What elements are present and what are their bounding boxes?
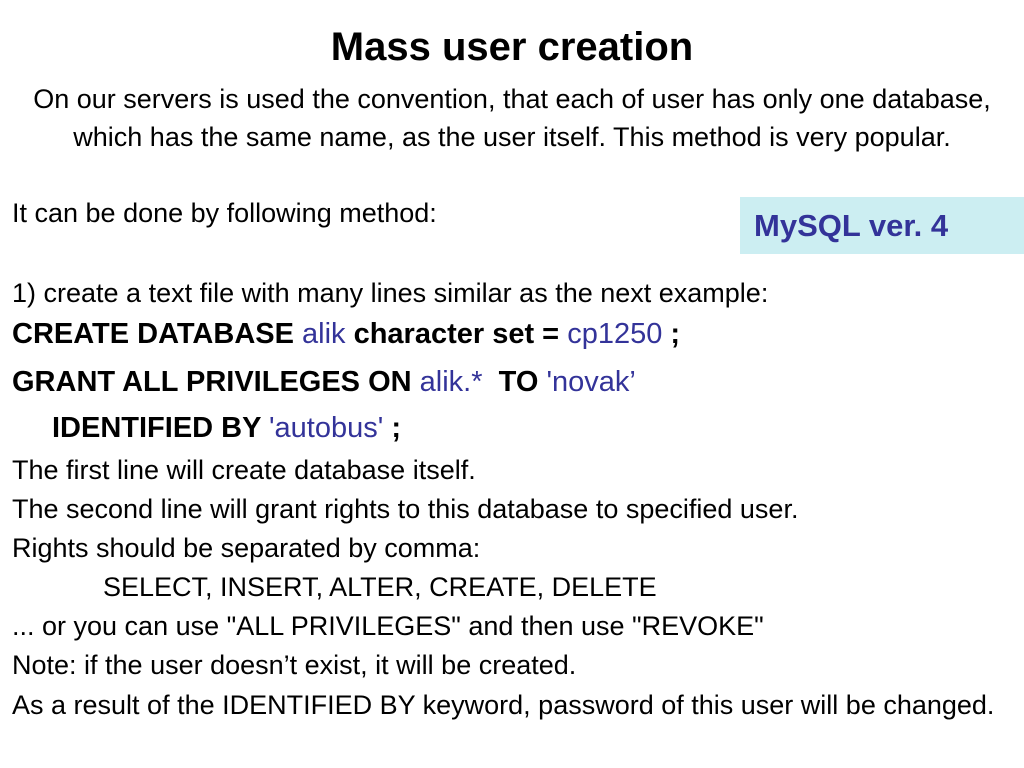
method-line: It can be done by following method:: [12, 198, 437, 228]
step-1-line: 1) create a text file with many lines similar as the next example:: [12, 278, 769, 308]
code-terminator: ;: [383, 412, 401, 444]
code-password: 'autobus': [269, 412, 384, 444]
version-badge: MySQL ver. 4: [740, 197, 1024, 254]
result-paragraph: As a result of the IDENTIFIED BY keyword, password of this user will be changed.: [12, 690, 995, 720]
code-keyword: CREATE DATABASE: [12, 318, 302, 350]
code-line-identified-by: [52, 406, 401, 450]
code-charset-value: cp1250: [567, 318, 663, 350]
code-keyword: TO: [482, 366, 547, 398]
note-line: The second line will grant rights to this database to specified user.: [12, 494, 799, 524]
slide-title: Mass user creation: [330, 25, 694, 69]
code-line-grant: [12, 360, 636, 404]
code-keyword: character set =: [345, 318, 568, 350]
code-keyword: IDENTIFIED BY: [52, 412, 269, 444]
privileges-list: SELECT, INSERT, ALTER, CREATE, DELETE: [103, 572, 657, 602]
code-grant-target: alik.*: [419, 366, 483, 398]
code-line-create-database: [12, 312, 680, 356]
code-user-name: 'novak’: [546, 366, 636, 398]
note-line: ... or you can use "ALL PRIVILEGES" and then use "REVOKE": [12, 611, 764, 641]
code-database-name: alik: [302, 318, 346, 350]
intro-paragraph: On our servers is used the convention, that each of user has only one database, which has the same name, as the user itself. This method is very popular.: [33, 84, 991, 152]
note-line: Note: if the user doesn’t exist, it will be created.: [12, 650, 577, 680]
note-line: The first line will create database itself.: [12, 455, 476, 485]
code-terminator: ;: [662, 318, 681, 350]
code-keyword: GRANT ALL PRIVILEGES ON: [12, 366, 420, 398]
note-line: Rights should be separated by comma:: [12, 533, 481, 563]
